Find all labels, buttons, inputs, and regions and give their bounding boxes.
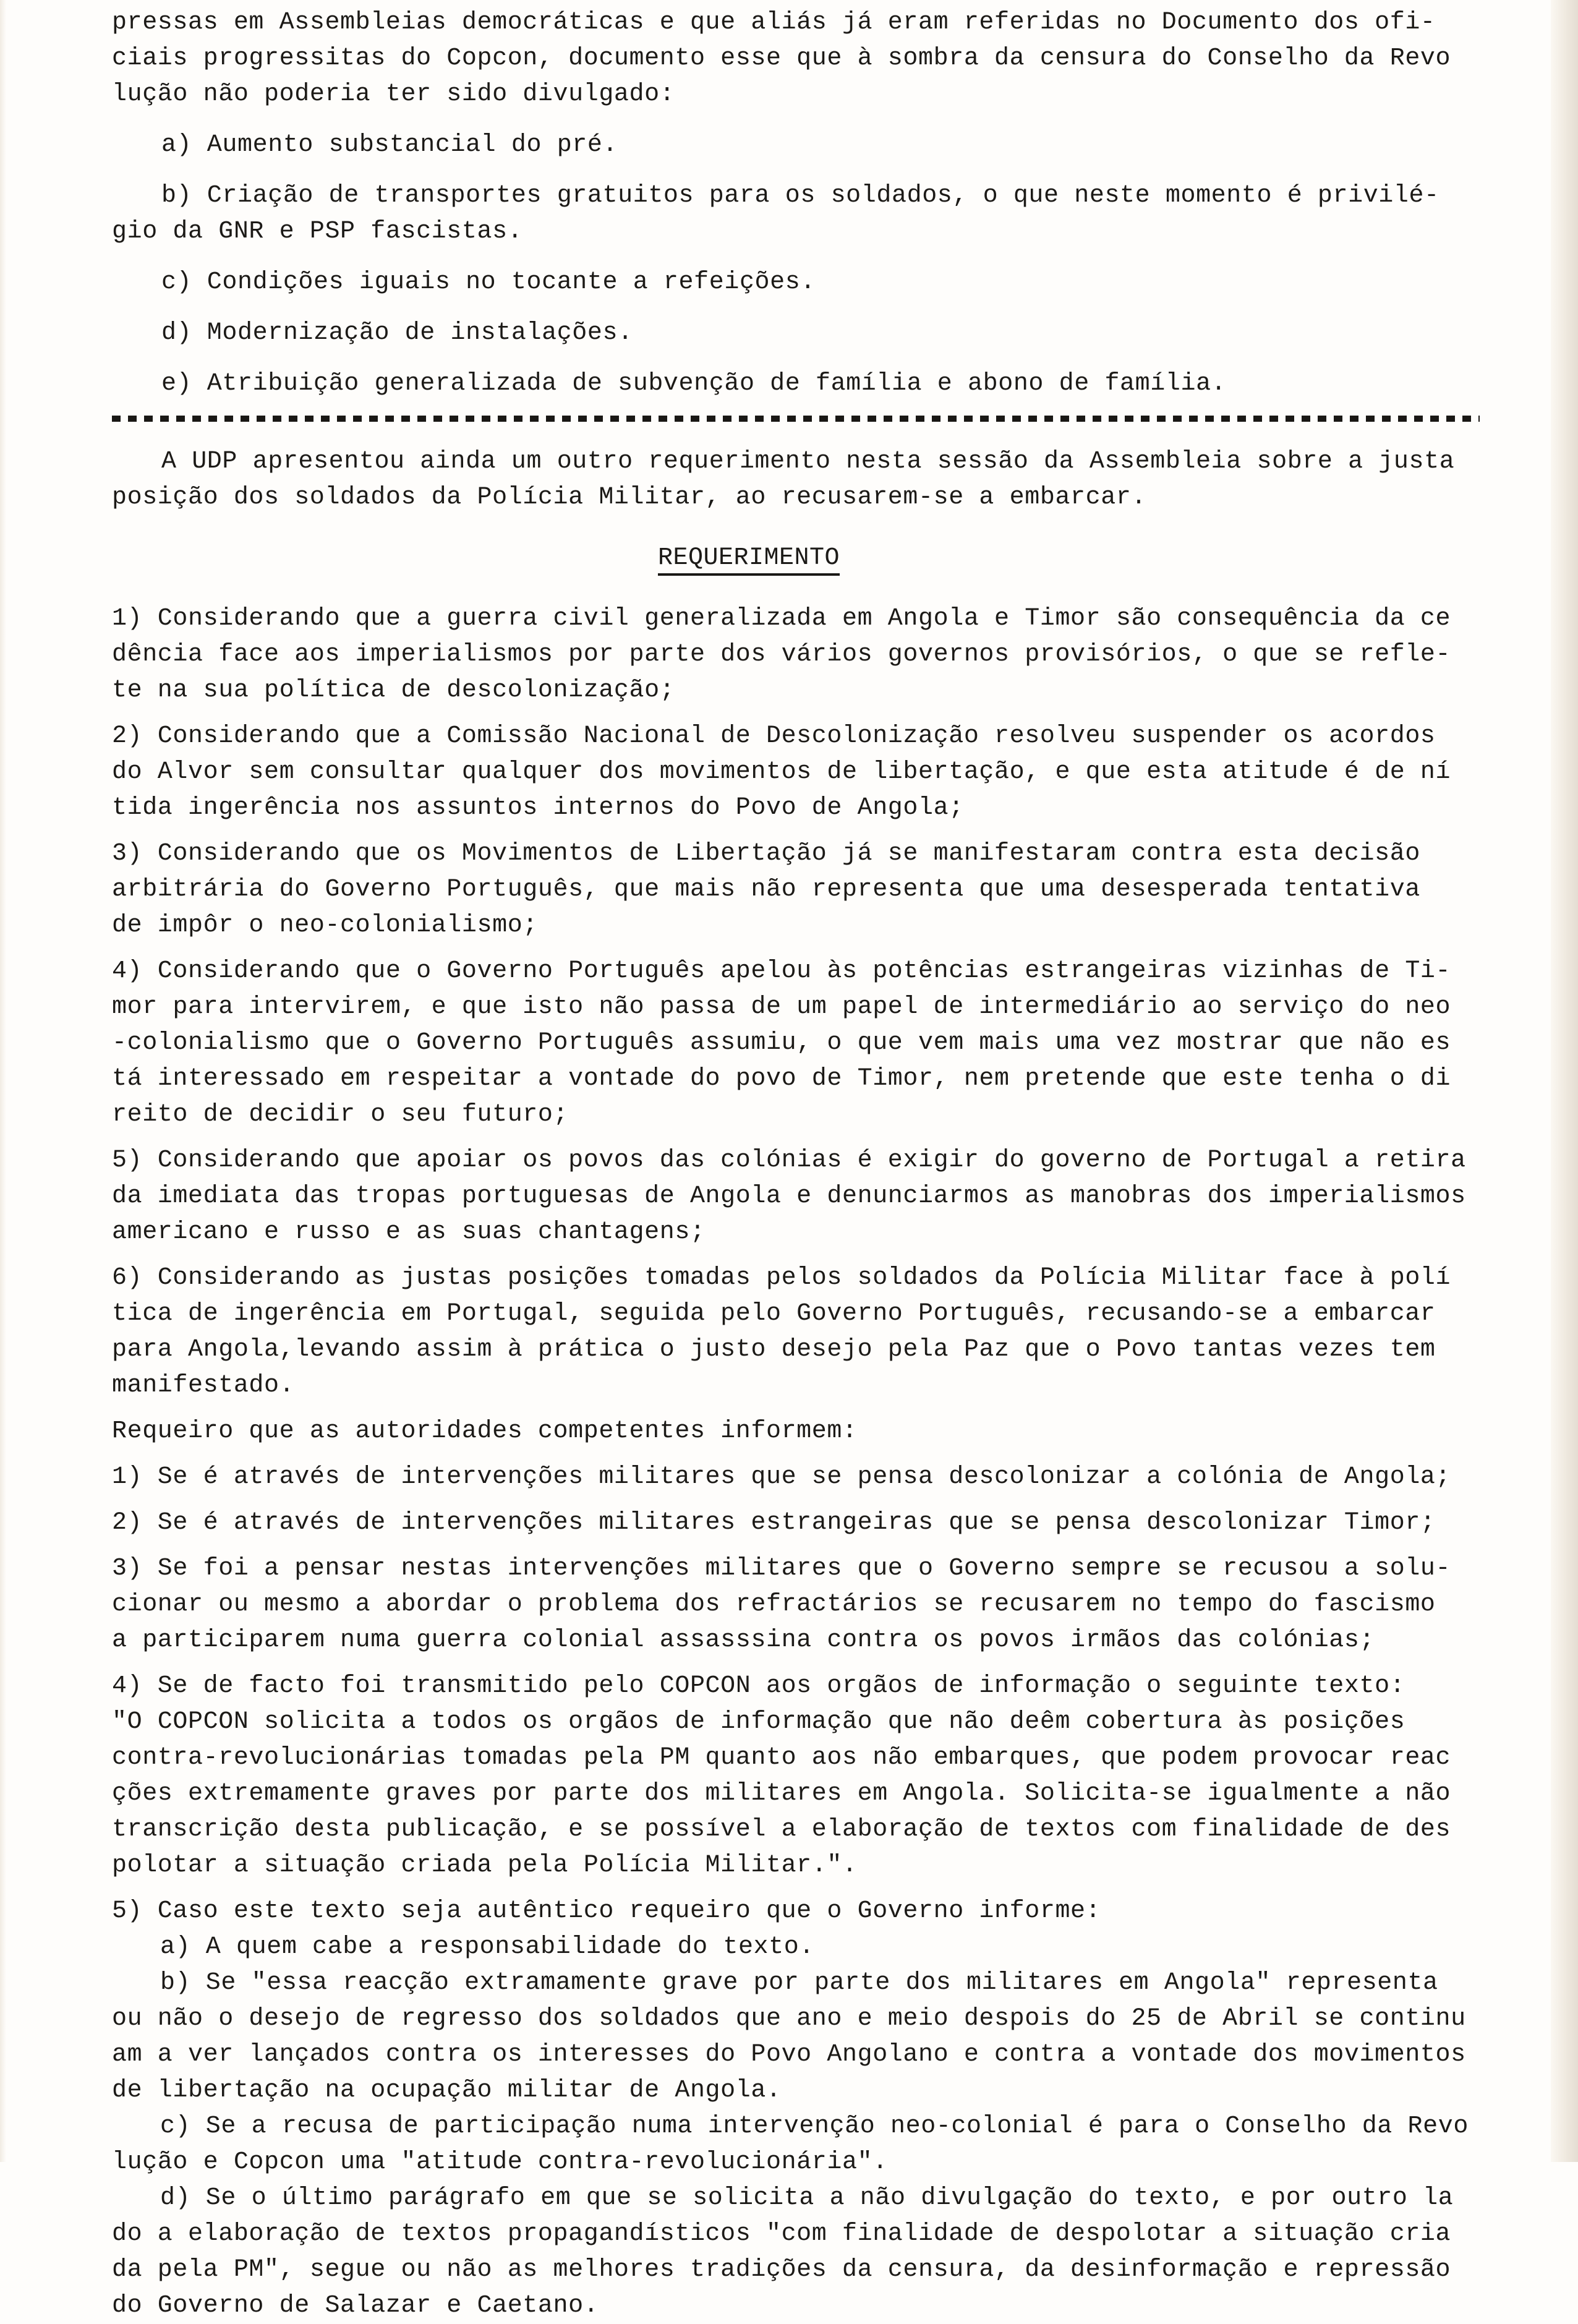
consideration-1 [112, 601, 1478, 709]
text-line: pressas em Assembleias democráticas e que aliás já eram referidas no Documento dos ofi- [112, 9, 1436, 36]
text-line: polotar a situação criada pela Polícia Militar.". [112, 1852, 858, 1879]
text-line: de libertação na ocupação militar de Angola. [112, 2077, 782, 2104]
text-line: 5) Caso este texto seja autêntico requeiro que o Governo informe: [112, 1897, 1101, 1925]
consideration-6 [112, 1260, 1478, 1404]
text-line: americano e russo e as suas chantagens; [112, 1218, 706, 1246]
text-line: ções extremamente graves por parte dos militares em Angola. Solicita-se igualmente a não [112, 1780, 1451, 1808]
text-line: arbitrária do Governo Português, que mais não representa que uma desesperada tentativa [112, 876, 1420, 904]
text-line: do Governo de Salazar e Caetano. [112, 2292, 599, 2320]
request-intro: Requeiro que as autoridades competentes informem: [112, 1417, 858, 1445]
text-line: am a ver lançados contra os interesses do Povo Angolano e contra a vontade dos movimentos [112, 2041, 1466, 2069]
paper-right-edge [1551, 0, 1578, 2162]
demand-item: e) Atribuição generalizada de subvenção de família e abono de família. [161, 370, 1227, 398]
text-line: A UDP apresentou ainda um outro requerimento nesta sessão da Assembleia sobre a justa [161, 448, 1455, 476]
request-1: 1) Se é através de intervenções militares que se pensa descolonizar a colónia de Angola; [112, 1463, 1451, 1491]
sub-item-b: b) Se "essa reacção extramamente grave por parte dos militares em Angola" representa [160, 1969, 1438, 1997]
demand-item: a) Aumento substancial do pré. [161, 131, 618, 159]
demand-item-cont: gio da GNR e PSP fascistas. [112, 218, 523, 246]
requests-list [112, 1459, 1478, 2324]
dashed-separator [112, 416, 1480, 422]
consideration-4 [112, 954, 1478, 1133]
text-line: 3) Considerando que os Movimentos de Libertação já se manifestaram contra esta decisão [112, 840, 1420, 868]
text-line: te na sua política de descolonização; [112, 677, 675, 704]
typewritten-page [112, 5, 1478, 2324]
text-line: ou não o desejo de regresso dos soldados que ano e meio despois do 25 de Abril se continu [112, 2005, 1466, 2033]
udp-paragraph [112, 444, 1478, 516]
text-line: 3) Se foi a pensar nestas intervenções militares que o Governo sempre se recusou a solu- [112, 1555, 1451, 1583]
text-line: tida ingerência nos assuntos internos do Povo de Angola; [112, 794, 964, 822]
request-2: 2) Se é através de intervenções militares estrangeiras que se pensa descolonizar Timor; [112, 1509, 1436, 1537]
consideration-2 [112, 719, 1478, 826]
text-line: "O COPCON solicita a todos os orgãos de informação que não deêm cobertura às posições [112, 1708, 1405, 1736]
considerations-list [112, 601, 1478, 1404]
text-line: posição dos soldados da Polícia Militar, ao recusarem-se a embarcar. [112, 484, 1147, 511]
text-line: tá interessado em respeitar a vontade do povo de Timor, nem pretende que este tenha o di [112, 1065, 1451, 1093]
demand-item: c) Condições iguais no tocante a refeições. [161, 268, 816, 296]
consideration-5 [112, 1143, 1478, 1250]
paper-left-edge [0, 0, 6, 2162]
text-line: 4) Considerando que o Governo Português apelou às potências estrangeiras vizinhas de Ti- [112, 957, 1451, 985]
text-line: da imediata das tropas portuguesas de Angola e denunciarmos as manobras dos imperialismos [112, 1182, 1466, 1210]
request-3 [112, 1551, 1478, 1659]
consideration-3 [112, 836, 1478, 944]
text-line: 5) Considerando que apoiar os povos das colónias é exigir do governo de Portugal a retira [112, 1147, 1466, 1174]
text-line: a participarem numa guerra colonial assasssina contra os povos irmãos das colónias; [112, 1626, 1375, 1654]
text-line: para Angola,levando assim à prática o justo desejo pela Paz que o Povo tantas vezes tem [112, 1336, 1436, 1364]
heading-text: REQUERIMENTO [658, 544, 840, 576]
request-5 [112, 1894, 1478, 2324]
text-line: cionar ou mesmo a abordar o problema dos refractários se recusarem no tempo do fascismo [112, 1591, 1436, 1618]
text-line: tica de ingerência em Portugal, seguida pelo Governo Português, recusando-se a embarcar [112, 1300, 1436, 1328]
text-line: 2) Considerando que a Comissão Nacional de Descolonização resolveu suspender os acordos [112, 722, 1436, 750]
text-line: transcrição desta publicação, e se possível a elaboração de textos com finalidade de des [112, 1816, 1451, 1843]
text-line: lução e Copcon uma "atitude contra-revolucionária". [112, 2148, 888, 2176]
text-line: -colonialismo que o Governo Português assumiu, o que vem mais uma vez mostrar que não es [112, 1029, 1451, 1057]
text-line: 6) Considerando as justas posições tomadas pelos soldados da Polícia Militar face à polí [112, 1264, 1451, 1292]
sub-item-c: c) Se a recusa de participação numa intervenção neo-colonial é para o Conselho da Revo [160, 2113, 1469, 2140]
text-line: 1) Considerando que a guerra civil generalizada em Angola e Timor são consequência da ce [112, 605, 1451, 633]
text-line: reito de decidir o seu futuro; [112, 1101, 569, 1129]
section-heading [112, 540, 1478, 576]
sub-item-a: a) A quem cabe a responsabilidade do texto. [160, 1933, 814, 1961]
sub-item-d: d) Se o último parágrafo em que se solicita a não divulgação do texto, e por outro la [160, 2184, 1454, 2212]
request-4 [112, 1668, 1478, 1884]
text-line: de impôr o neo-colonialismo; [112, 912, 538, 939]
demands-list [112, 127, 1478, 402]
demand-item: b) Criação de transportes gratuitos para os soldados, o que neste momento é privilé- [161, 182, 1439, 210]
text-line: da pela PM", segue ou não as melhores tradições da censura, da desinformação e repressão [112, 2256, 1451, 2284]
text-line: mor para intervirem, e que isto não passa de um papel de intermediário ao serviço do neo [112, 993, 1451, 1021]
text-line: 4) Se de facto foi transmitido pelo COPCON aos orgãos de informação o seguinte texto: [112, 1672, 1405, 1700]
text-line: contra-revolucionárias tomadas pela PM quanto aos não embarques, que podem provocar reac [112, 1744, 1451, 1772]
text-line: do Alvor sem consultar qualquer dos movimentos de libertação, e que esta atitude é de ní [112, 758, 1451, 786]
text-line: manifestado. [112, 1372, 295, 1399]
intro-paragraph [112, 5, 1478, 113]
text-line: lução não poderia ter sido divulgado: [112, 80, 675, 108]
text-line: do a elaboração de textos propagandísticos "com finalidade de despolotar a situação cria [112, 2220, 1451, 2248]
text-line: dência face aos imperialismos por parte dos vários governos provisórios, o que se refle- [112, 641, 1451, 669]
demand-item: d) Modernização de instalações. [161, 319, 633, 347]
text-line: ciais progressitas do Copcon, documento esse que à sombra da censura do Conselho da Revo [112, 45, 1451, 72]
